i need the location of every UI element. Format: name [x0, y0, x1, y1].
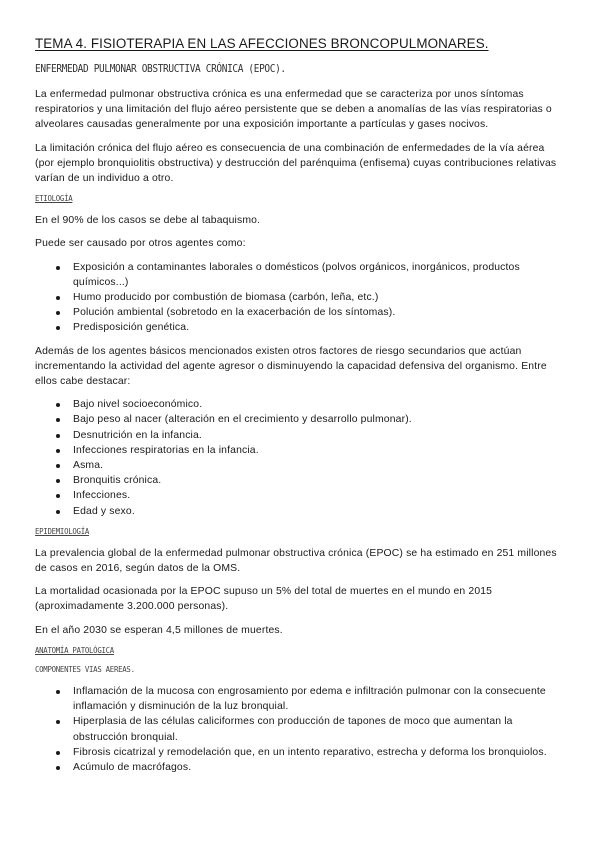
anatomia-list [35, 684, 565, 775]
etiologia-paragraph-2: Puede ser causado por otros agentes como: [35, 238, 246, 250]
list-item: Infecciones respiratorias en la infancia. [73, 443, 565, 458]
list-item: Predisposición genética. [73, 320, 565, 335]
list-item: Infecciones. [73, 488, 565, 503]
epidemiologia-paragraph-2: La mortalidad ocasionada por la EPOC supuso un 5% del total de muertes en el mundo en 2015 (aproximadamente 3.200.000 personas). [35, 586, 493, 613]
document-page [35, 36, 565, 783]
list-item: Inflamación de la mucosa con engrosamiento por edema e infiltración pulmonar con la consecuente inflamación y disminución de la luz bronquial. [73, 684, 565, 714]
etiologia-paragraph-3: Además de los agentes básicos mencionados existen otros factores de riesgo secundarios que actúan incrementando la actividad del agente agresor o disminuyendo la capacidad defensiva del organismo. Entre ellos cabe destacar: [35, 345, 547, 388]
section-heading-epoc: ENFERMEDAD PULMONAR OBSTRUCTIVA CRÓNICA (EPOC). [35, 63, 286, 75]
list-item: Edad y sexo. [73, 504, 565, 519]
intro-paragraph-2: La limitación crónica del flujo aéreo es consecuencia de una combinación de enfermedades de la vía aérea (por ejemplo bronquiolitis obstructiva) y destrucción del parénquima (enfisema) cuyas contribuciones relativas varían de un individuo a otro. [35, 142, 557, 185]
heading-anatomia-patologica: ANATOMÍA PATOLÓGICA [35, 645, 114, 655]
epidemiologia-paragraph-3: En el año 2030 se esperan 4,5 millones de muertes. [35, 624, 283, 636]
list-item: Fibrosis cicatrizal y remodelación que, en un intento reparativo, estrecha y deforma los bronquiolos. [73, 745, 565, 760]
list-item: Bajo peso al nacer (alteración en el crecimiento y desarrollo pulmonar). [73, 412, 565, 427]
document-title: TEMA 4. FISIOTERAPIA EN LAS AFECCIONES BRONCOPULMONARES. [35, 36, 489, 51]
subheading-componentes-vias-aereas: COMPONENTES VIAS AEREAS. [35, 664, 135, 674]
heading-etiologia: ETIOLOGÍA [35, 194, 73, 204]
agents-list [35, 260, 565, 336]
list-item: Exposición a contaminantes laborales o domésticos (polvos orgánicos, inorgánicos, productos químicos...) [73, 260, 565, 290]
list-item: Acúmulo de macrófagos. [73, 760, 565, 775]
epidemiologia-paragraph-1: La prevalencia global de la enfermedad pulmonar obstructiva crónica (EPOC) se ha estimado en 251 millones de casos en 2016, según datos de la OMS. [35, 547, 557, 575]
etiologia-paragraph-1: En el 90% de los casos se debe al tabaquismo. [35, 215, 261, 227]
heading-epidemiologia: EPIDEMIOLOGÍA [35, 526, 90, 536]
list-item: Hiperplasia de las células caliciformes con producción de tapones de moco que aumentan la obstrucción bronquial. [73, 714, 565, 744]
list-item: Humo producido por combustión de biomasa (carbón, leña, etc.) [73, 290, 565, 305]
list-item: Bronquitis crónica. [73, 473, 565, 488]
list-item: Bajo nivel socioeconómico. [73, 397, 565, 412]
list-item: Desnutrición en la infancia. [73, 428, 565, 443]
list-item: Asma. [73, 458, 565, 473]
intro-paragraph-1: La enfermedad pulmonar obstructiva crónica es una enfermedad que se caracteriza por unos síntomas respiratorios y una limitación del flujo aéreo persistente que se deben a anomalías de las vías respiratorias o alveolares causadas generalmente por una exposición importante a partículas y gases nocivos. [35, 89, 552, 131]
risk-factors-list [35, 397, 565, 519]
list-item: Polución ambiental (sobretodo en la exacerbación de los síntomas). [73, 305, 565, 320]
